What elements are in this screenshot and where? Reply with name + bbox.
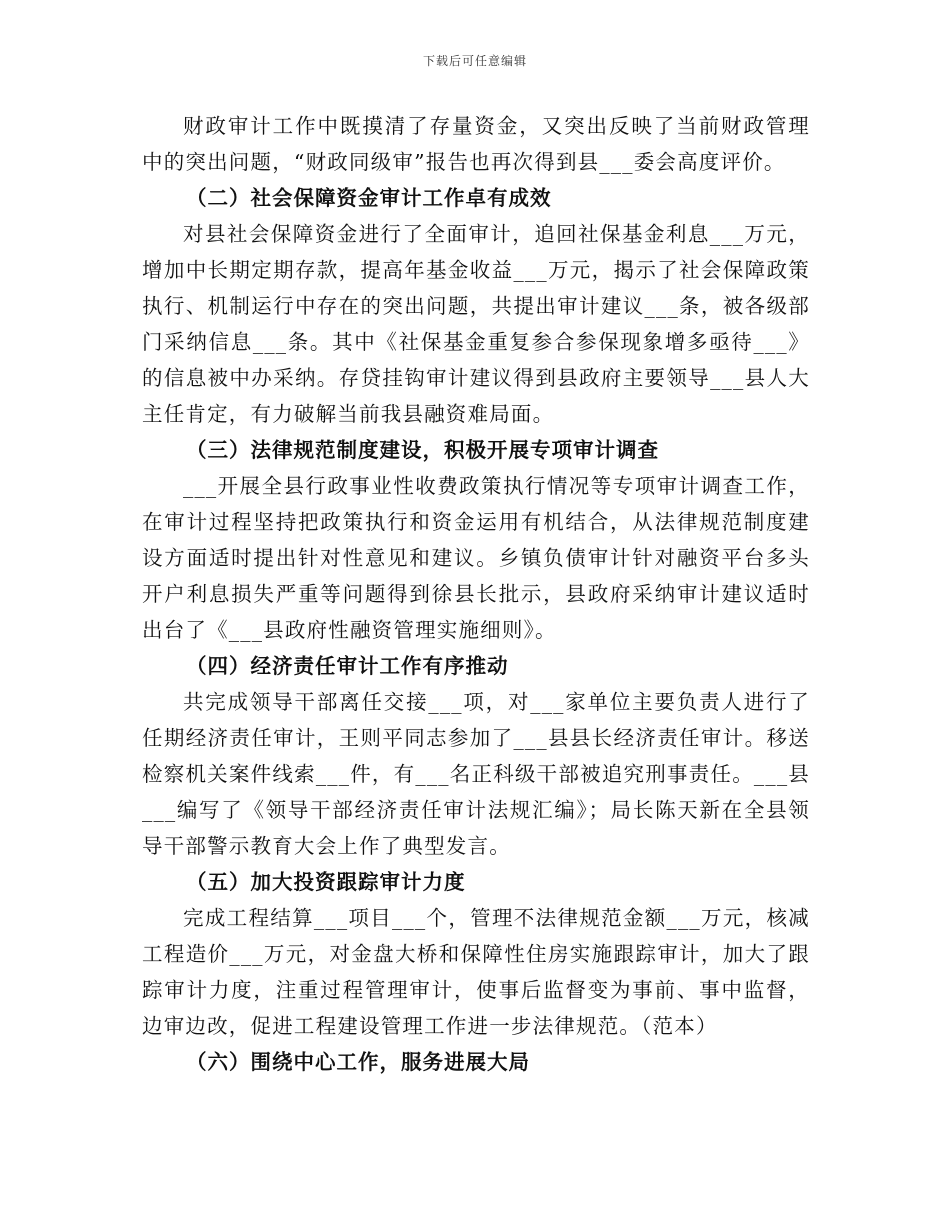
paragraph-economic-responsibility-audit: 共完成领导干部离任交接___项，对___家单位主要负责人进行了任期经济责任审计，王则平同志参加了___县县长经济责任审计。移送检察机关案件线索___件，有___名正科级干部被追究刑事责任。___县___编写了《领导干部经济责任审计法规汇编》；局长陈天新在全县领导干部警示教育大会上作了典型发言。	[142, 690, 810, 858]
paragraph-investment-tracking-audit: 完成工程结算___项目___个，管理不法律规范金额___万元，核减工程造价___万元，对金盘大桥和保障性住房实施跟踪审计，加大了跟踪审计力度，注重过程管理审计，使事后监督变为事前、事中监督，边审边改，促进工程建设管理工作进一步法律规范。（范本）	[142, 906, 810, 1038]
section-heading-3: （三）法律规范制度建设，积极开展专项审计调查	[186, 438, 659, 462]
section-heading-6: （六）围绕中心工作，服务进展大局	[186, 1050, 530, 1074]
paragraph-fiscal-audit: 财政审计工作中既摸清了存量资金，又突出反映了当前财政管理中的突出问题，“财政同级审”报告也再次得到县___委会高度评价。	[142, 114, 810, 174]
section-heading-5: （五）加大投资跟踪审计力度	[186, 870, 466, 894]
paragraph-social-security-audit: 对县社会保障资金进行了全面审计，追回社保基金利息___万元，增加中长期定期存款，提高年基金收益___万元，揭示了社会保障政策执行、机制运行中存在的突出问题，共提出审计建议___条，被各级部门采纳信息___条。其中《社保基金重复参合参保现象增多亟待___》的信息被中办采纳。存贷挂钩审计建议得到县政府主要领导___县人大主任肯定，有力破解当前我县融资难局面。	[142, 222, 810, 426]
page-header-note: 下载后可任意编辑	[422, 54, 527, 68]
section-heading-2: （二）社会保障资金审计工作卓有成效	[186, 186, 552, 210]
document-body	[142, 108, 810, 1080]
paragraph-special-audit-survey: ___开展全县行政事业性收费政策执行情况等专项审计调查工作，在审计过程坚持把政策执行和资金运用有机结合，从法律规范制度建设方面适时提出针对性意见和建议。乡镇负债审计针对融资平台多头开户利息损失严重等问题得到徐县长批示，县政府采纳审计建议适时出台了《___县政府性融资管理实施细则》。	[142, 474, 810, 642]
section-heading-4: （四）经济责任审计工作有序推动	[186, 654, 509, 678]
